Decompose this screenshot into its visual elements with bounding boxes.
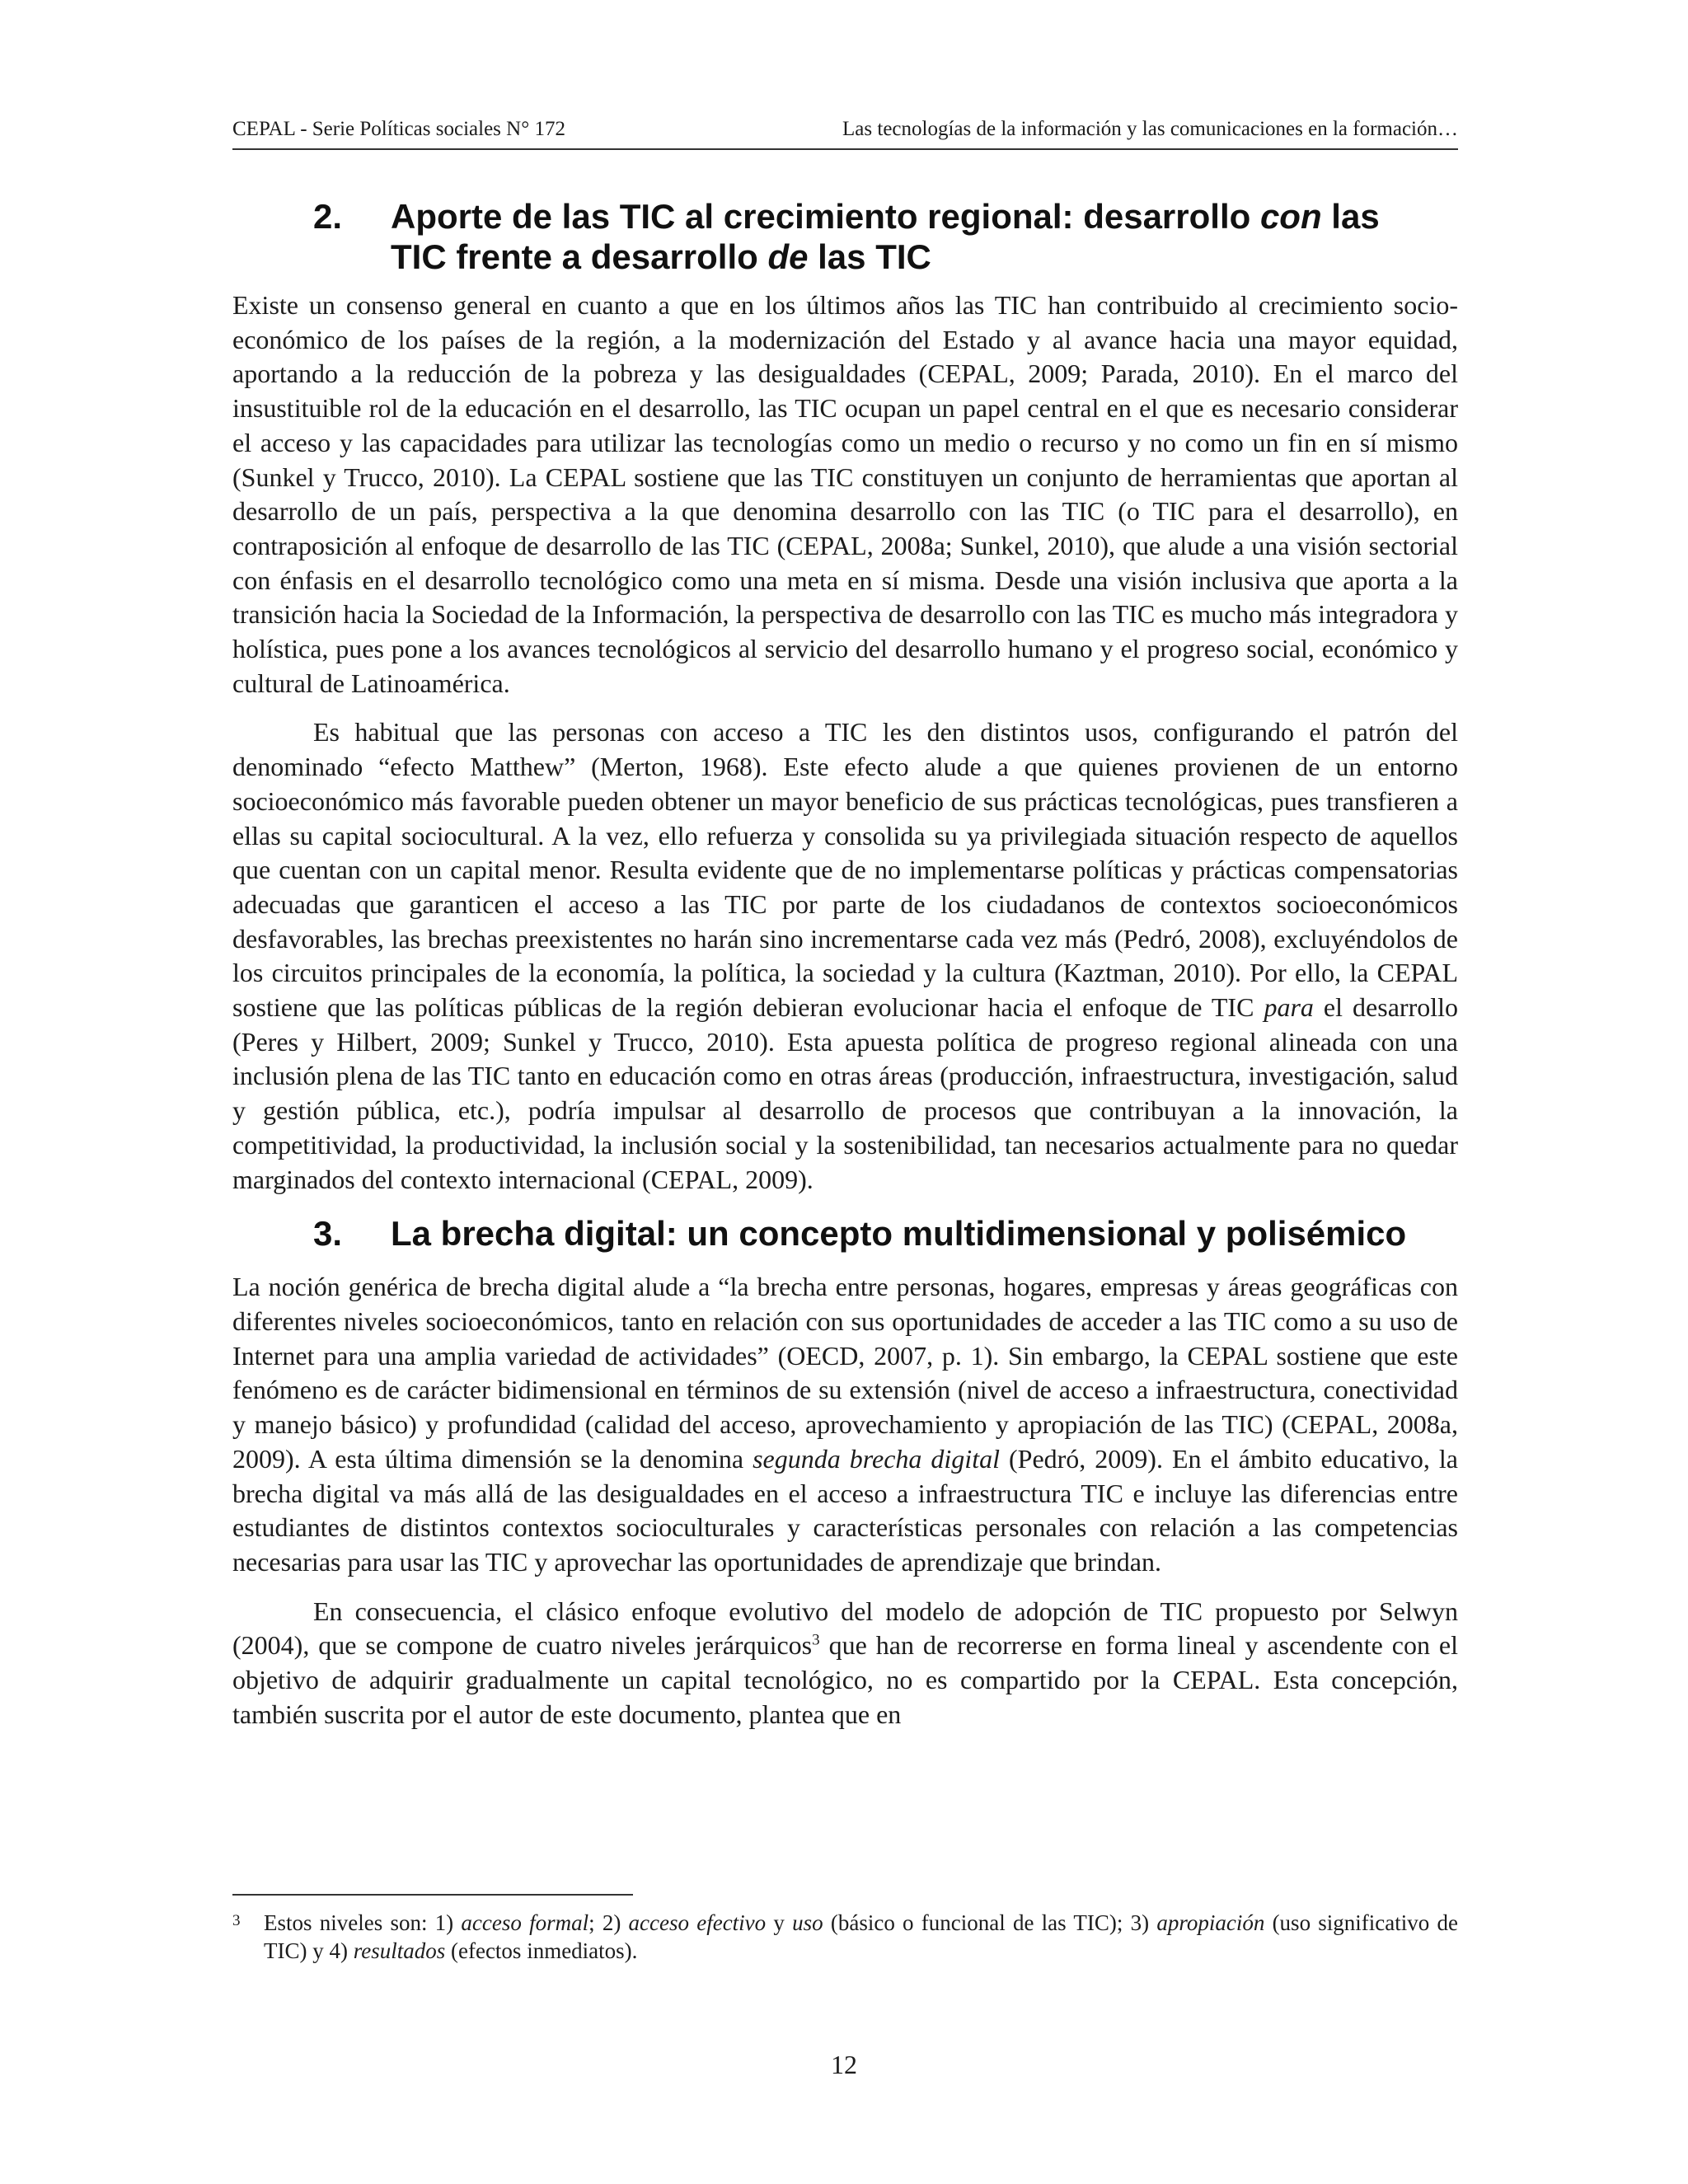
footnote-3 (232, 1909, 1458, 1965)
main-content (232, 196, 1458, 1732)
section-2-number: 2. (313, 197, 343, 236)
section-2-paragraph-2: Es habitual que las personas con acceso a TIC les den distintos usos, configurando el patrón del denominado “efecto Matthew” (Merton, 1968). Este efecto alude a que quienes provienen de un entorno socioeconómico más favorable pueden obtener un mayor beneficio de sus prácticas tecnológicas, pues transfieren a ellas su capital sociocultural. A la vez, ello refuerza y consolida su ya privilegiada situación respecto de aquellos que cuentan con un capital menor. Resulta evidente que de no implementarse políticas y prácticas compensatorias adecuadas que garanticen el acceso a las TIC por parte de los ciudadanos de contextos socioeconómicos desfavorables, las brechas preexistentes no harán sino incrementarse cada vez más (Pedró, 2008), excluyéndolos de los circuitos principales de la economía, la política, la sociedad y la cultura (Kaztman, 2010). Por ello, la CEPAL sostiene que las políticas públicas de la región debieran evolucionar hacia el enfoque de TIC para el desarrollo (Peres y Hilbert, 2009; Sunkel y Trucco, 2010). Esta apuesta política de progreso regional alineada con una inclusión plena de las TIC tanto en educación como en otras áreas (producción, infraestructura, investigación, salud y gestión pública, etc.), podría impulsar al desarrollo de procesos que contribuyan a la innovación, la competitividad, la productividad, la inclusión social y la sostenibilidad, tan necesarios actualmente para no quedar marginados del contexto internacional (CEPAL, 2009). (232, 717, 1459, 1194)
section-3-number: 3. (313, 1214, 343, 1254)
running-header (232, 115, 1458, 150)
header-series: CEPAL - Serie Políticas sociales N° 172 (232, 118, 565, 140)
section-2-heading (232, 196, 1458, 277)
footnote-reference[interactable]: 3 (812, 1631, 820, 1649)
section-2-title-line2: TIC frente a desarrollo de las TIC (391, 237, 931, 276)
footnote-text: Estos niveles son: 1) acceso formal; 2) acceso efectivo y uso (básico o funcional de las TIC); 3) apropiación (uso significativo de TIC) y 4) resultados (efectos inmediatos). (264, 1910, 1458, 1963)
section-3-title: La brecha digital: un concepto multidimensional y polisémico (391, 1214, 1407, 1254)
section-2-title-line1: Aporte de las TIC al crecimiento regional: desarrollo con las (391, 197, 1380, 236)
header-title: Las tecnologías de la información y las comunicaciones en la formación… (842, 118, 1458, 140)
section-3-heading (232, 1213, 1458, 1254)
section-3-paragraph-2: En consecuencia, el clásico enfoque evolutivo del modelo de adopción de TIC propuesto por Selwyn (2004), que se compone de cuatro niveles jerárquicos$^3$ que han de recorrerse en forma lineal y ascendente con el objetivo de adquirir gradualmente un capital tecnológico, no es compartido por la CEPAL. Esta concepción, también suscrita por el autor de este documento, plantea que en (232, 1596, 1459, 1729)
section-3-paragraph-1: La noción genérica de brecha digital alude a “la brecha entre personas, hogares, empresas y áreas geográficas con diferentes niveles socioeconómicos, tanto en relación con sus oportunidades de acceder a las TIC como a su uso de Internet para una amplia variedad de actividades” (OECD, 2007, p. 1). Sin embargo, la CEPAL sostiene que este fenómeno es de carácter bidimensional en términos de su extensión (nivel de acceso a infraestructura, conectividad y manejo básico) y profundidad (calidad del acceso, aprovechamiento y apropiación de las TIC) (CEPAL, 2008a, 2009). A esta última dimensión se la denomina segunda brecha digital (Pedró, 2009). En el ámbito educativo, la brecha digital va más allá de las desigualdades en el acceso a infraestructura TIC e incluye las diferencias entre estudiantes de distintos contextos socioculturales y características personales con relación a las competencias necesarias para usar las TIC y aprovechar las oportunidades de aprendizaje que brindan. (232, 1272, 1459, 1577)
footnote-mark: 3 (232, 1912, 241, 1929)
footnote-divider (232, 1894, 633, 1896)
section-2-paragraph-1: Existe un consenso general en cuanto a que en los últimos años las TIC han contribuido al crecimiento socio-económico de los países de la región, a la modernización del Estado y al avance hacia una mayor equidad, aportando a la reducción de la pobreza y las desigualdades (CEPAL, 2009; Parada, 2010). En el marco del insustituible rol de la educación en el desarrollo, las TIC ocupan un papel central en el que es necesario considerar el acceso y las capacidades para utilizar las tecnologías como un medio o recurso y no como un fin en sí mismo (Sunkel y Trucco, 2010). La CEPAL sostiene que las TIC constituyen un conjunto de herramientas que aportan al desarrollo de un país, perspectiva a la que denomina desarrollo con las TIC (o TIC para el desarrollo), en contraposición al enfoque de desarrollo de las TIC (CEPAL, 2008a; Sunkel, 2010), que alude a una visión sectorial con énfasis en el desarrollo tecnológico como una meta en sí misma. Desde una visión inclusiva que aporta a la transición hacia la Sociedad de la Información, la perspectiva de desarrollo con las TIC es mucho más integradora y holística, pues pone a los avances tecnológicos al servicio del desarrollo humano y el progreso social, económico y cultural de Latinoamérica. (232, 290, 1458, 698)
page-number: 12 (831, 2050, 857, 2079)
